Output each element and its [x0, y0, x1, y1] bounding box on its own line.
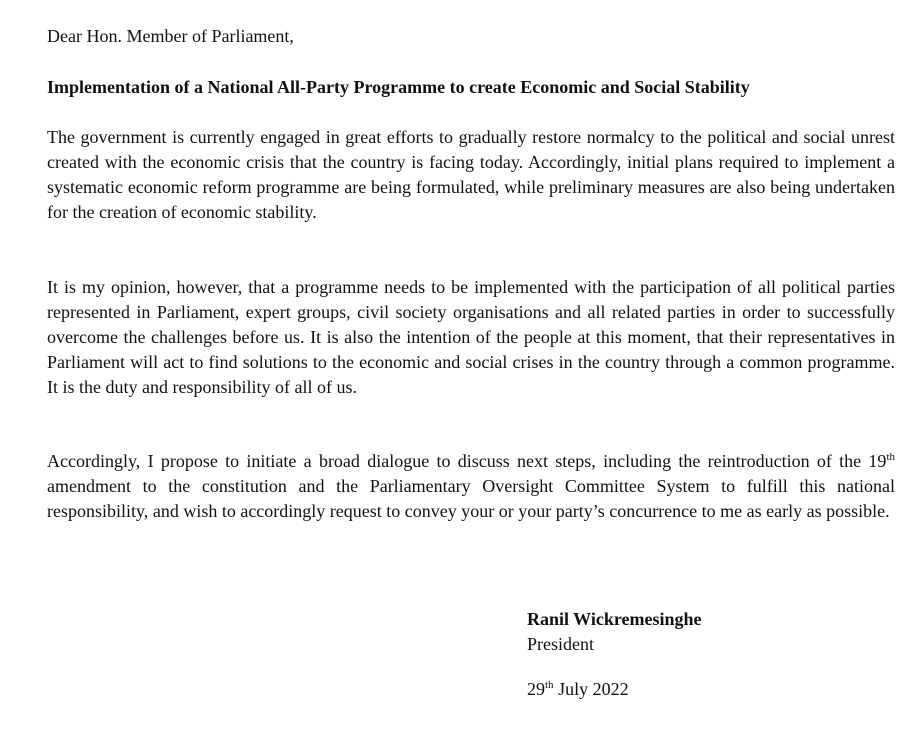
signatory-title: President: [527, 634, 594, 654]
signature-block: [527, 607, 702, 657]
paragraph-2: It is my opinion, however, that a programme needs to be implemented with the participation of all political parties represented in Parliament, expert groups, civil society organisations and all related parties in order to successfully overcome the challenges before us. It is also the intention of the people at this moment, that their representatives in Parliament will act to find solutions to the economic and social crises in the country through a common programme. It is the duty and responsibility of all of us.: [47, 277, 895, 397]
salutation: Dear Hon. Member of Parliament,: [47, 26, 294, 46]
letter-subject: Implementation of a National All-Party Programme to create Economic and Social Stability: [47, 77, 750, 97]
paragraph-3-text-after: amendment to the constitution and the Parliamentary Oversight Committee System to fulfill this national responsibility, and wish to accordingly request to convey your or your party’s concurrence to me as early as possible.: [47, 476, 895, 521]
paragraph-3: [47, 449, 895, 524]
letter-date: [527, 677, 629, 701]
ordinal-suffix: th: [886, 451, 895, 463]
date-ordinal-suffix: th: [545, 679, 554, 691]
paragraph-3-text-before: Accordingly, I propose to initiate a broad dialogue to discuss next steps, including the reintroduction of the 19: [47, 451, 887, 471]
paragraph-1: The government is currently engaged in great efforts to gradually restore normalcy to the political and social unrest created with the economic crisis that the country is facing today. Accordingly, initial plans required to implement a systematic economic reform programme are being formulated, while preliminary measures are also being undertaken for the creation of economic stability.: [47, 127, 895, 222]
date-month-year: July 2022: [553, 679, 629, 699]
signatory-name: Ranil Wickremesinghe: [527, 609, 702, 629]
date-day: 29: [527, 679, 545, 699]
